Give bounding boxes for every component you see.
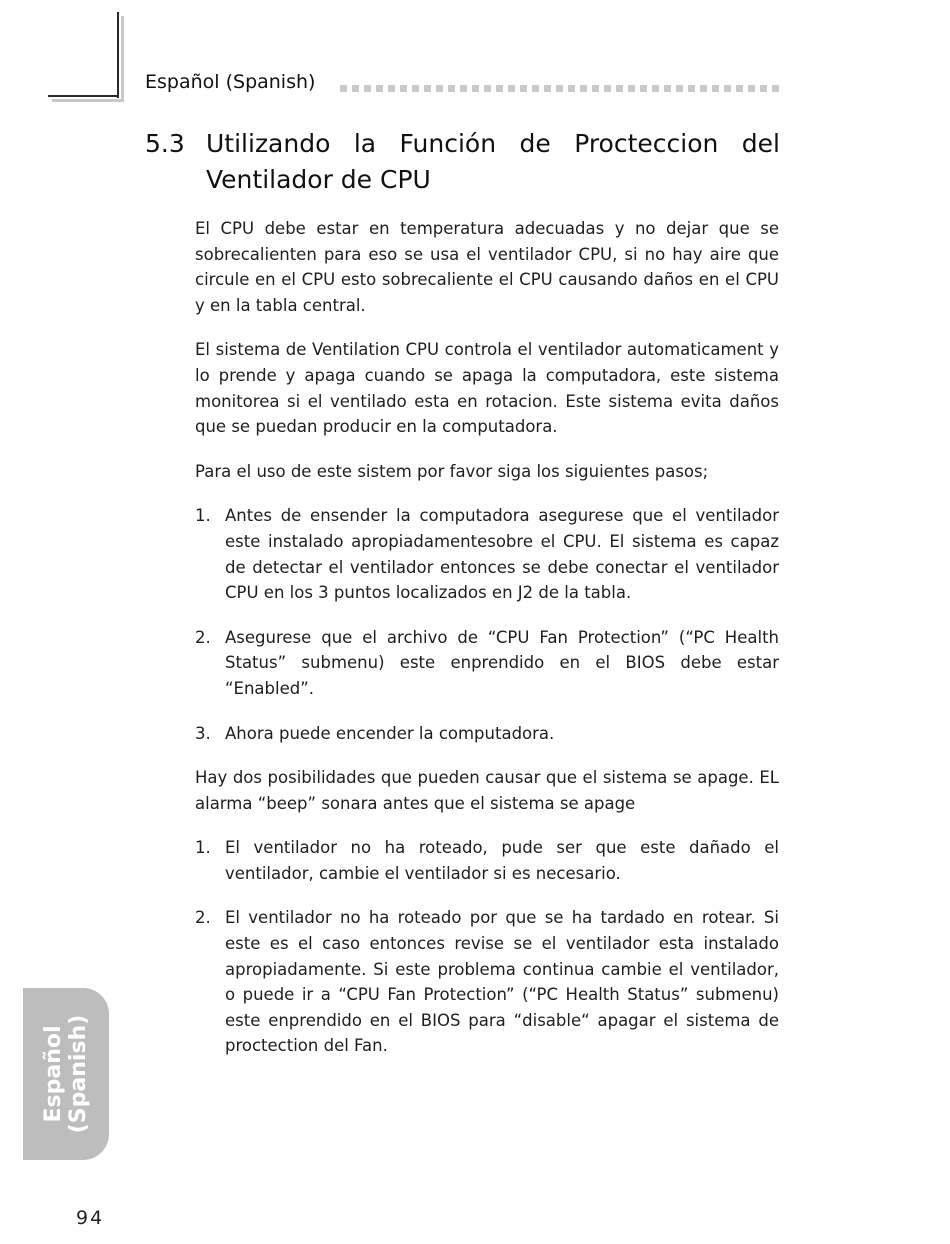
section-title — [145, 126, 780, 198]
list-item-number: 2. — [195, 627, 211, 647]
side-tab-label — [41, 1015, 91, 1134]
list-item — [195, 625, 779, 702]
causes-list — [195, 835, 779, 1059]
header-dotted-rule — [340, 85, 780, 92]
list-item-text: El ventilador no ha roteado por que se ha tardado en rotear. Si este es el caso entonces revise se el ventilador esta instalado apropiadamente. Si este problema continua cambie el ventilador, o puede ir a “CPU Fan Protection” (“PC Health Status” submenu) este enprendido en el BIOS para “disable“ apagar el sistema de proctection del Fan. — [225, 908, 779, 1056]
corner-mark-shadow-vertical — [121, 16, 124, 102]
list-item-text: Antes de ensender la computadora asegurese que el ventilador este instalado apropiadamentesobre el CPU. El sistema es capaz de detectar el ventilador entonces se debe conectar el ventilador CPU en los 3 puntos localizados en J2 de la tabla. — [225, 506, 779, 603]
section-number: 5.3 — [145, 129, 185, 158]
list-item — [195, 721, 779, 747]
language-side-tab — [23, 988, 109, 1160]
list-item — [195, 835, 779, 886]
list-item-number: 3. — [195, 723, 211, 743]
list-item-number: 2. — [195, 908, 211, 928]
corner-mark-horizontal — [48, 95, 119, 97]
body-text — [195, 216, 779, 1078]
page-number: 94 — [76, 1207, 105, 1229]
paragraph-steps-intro: Para el uso de este sistem por favor siga los siguientes pasos; — [195, 461, 709, 481]
paragraph-system: El sistema de Ventilation CPU controla el ventilador automaticament y lo prende y apaga cuando se apaga la computadora, este sistema monitorea si el ventilado esta en rotacion. Este sistema evita daños que se puedan producir en la computadora. — [195, 340, 779, 437]
list-item-text: El ventilador no ha roteado, pude ser que este dañado el ventilador, cambie el ventilador si es necesario. — [225, 838, 779, 883]
header-language-label: Español (Spanish) — [145, 71, 316, 93]
side-tab-line2: (Spanish) — [66, 1014, 91, 1134]
section-title-row — [145, 126, 780, 162]
section-title-line2: Ventilador de CPU — [206, 165, 431, 194]
list-item-number: 1. — [195, 838, 211, 858]
corner-mark-vertical — [117, 12, 119, 98]
paragraph-intro: El CPU debe estar en temperatura adecuadas y no dejar que se sobrecalienten para eso se usa el ventilador CPU, si no hay aire que circule en el CPU esto sobrecaliente el CPU causando daños en el CPU y en la tabla central. — [195, 219, 779, 315]
list-item-text: Ahora puede encender la computadora. — [225, 723, 555, 743]
section-title-line1: Utilizando la Función de Procteccion del — [206, 129, 780, 158]
side-tab-line1: Español — [41, 1025, 66, 1123]
list-item-number: 1. — [195, 506, 211, 526]
steps-list — [195, 503, 779, 746]
list-item — [195, 503, 779, 605]
paragraph-shutdown: Hay dos posibilidades que pueden causar que el sistema se apage. EL alarma “beep” sonara antes que el sistema se apage — [195, 768, 779, 813]
list-item — [195, 905, 779, 1059]
list-item-text: Asegurese que el archivo de “CPU Fan Protection” (“PC Health Status” submenu) este enprendido en el BIOS debe estar “Enabled”. — [225, 627, 779, 698]
corner-mark-shadow-horizontal — [52, 99, 124, 102]
